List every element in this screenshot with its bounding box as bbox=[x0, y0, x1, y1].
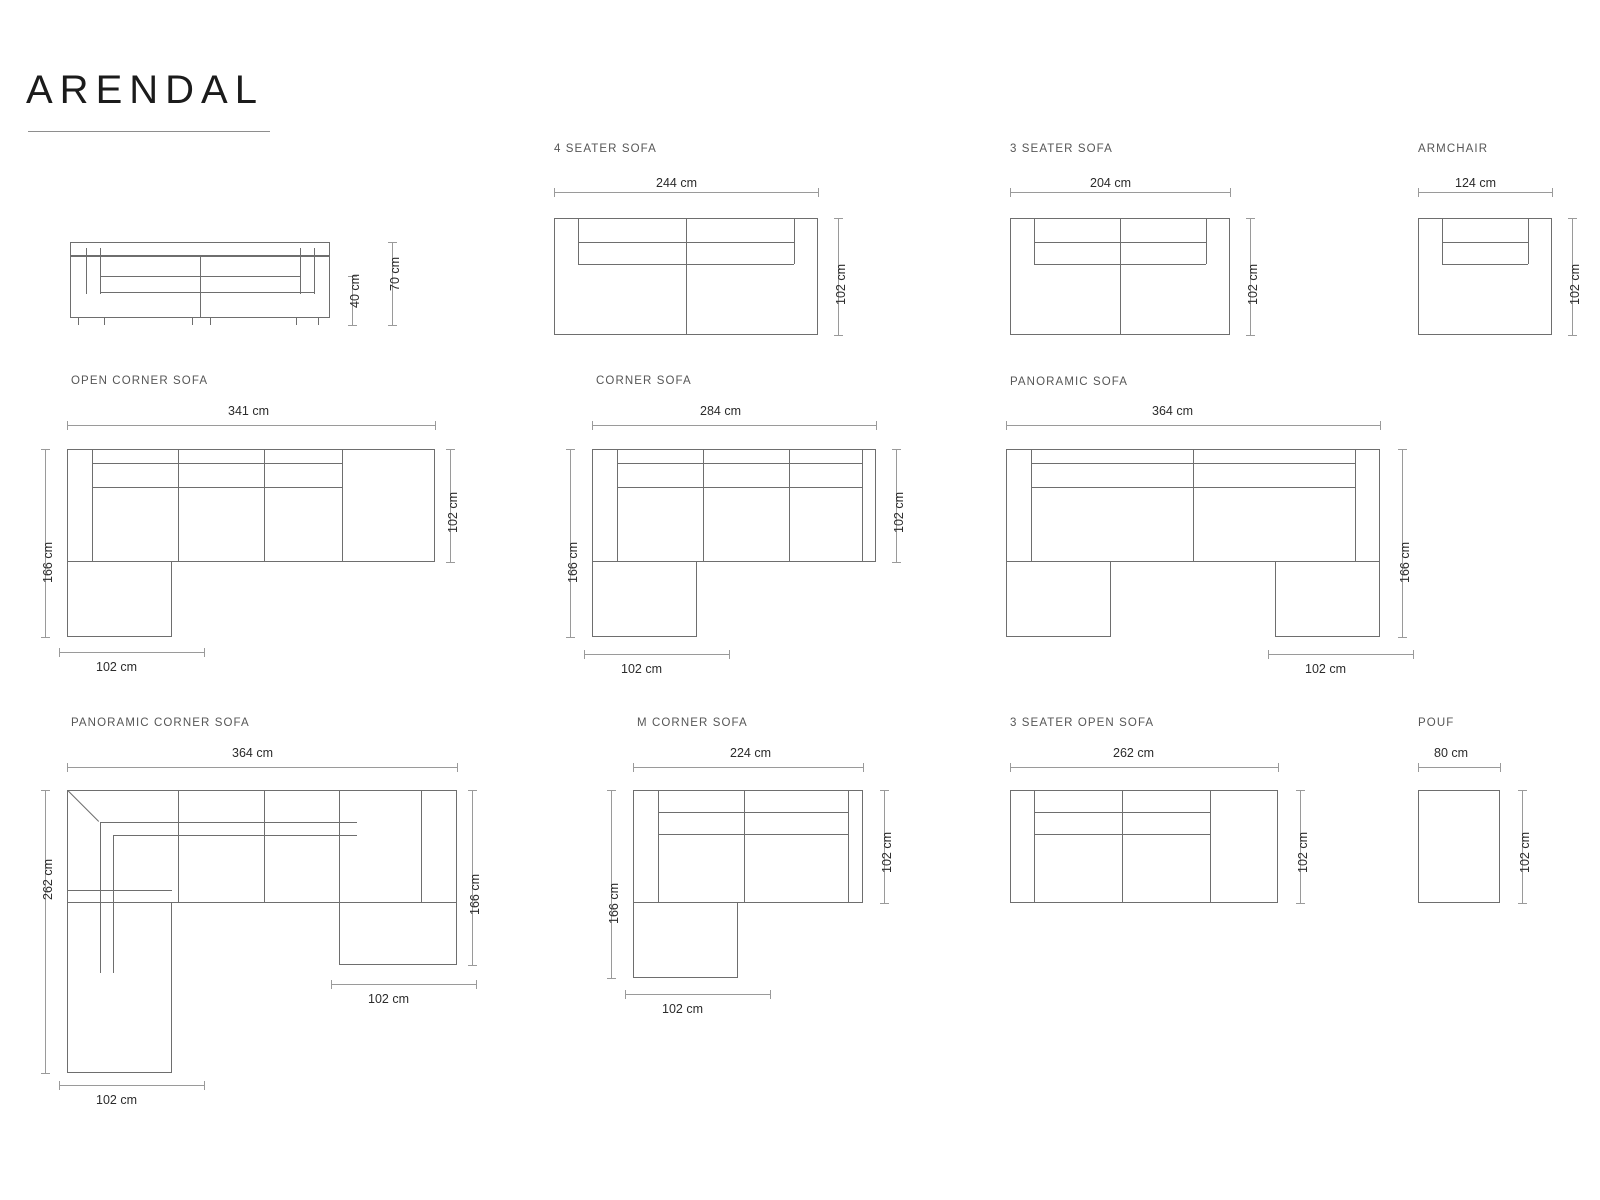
dimension-line bbox=[331, 984, 476, 985]
seat-seam bbox=[113, 835, 357, 836]
arm-seam bbox=[1355, 449, 1356, 562]
dimension-tick bbox=[876, 421, 877, 430]
dimension-depth-left: 262 cm bbox=[41, 859, 55, 900]
product-label: OPEN CORNER SOFA bbox=[71, 375, 209, 387]
dimension-tick bbox=[892, 449, 901, 450]
title-underline bbox=[28, 131, 270, 132]
dimension-depth: 102 cm bbox=[1568, 264, 1582, 305]
dimension-width: 204 cm bbox=[1090, 176, 1131, 190]
dimension-tick bbox=[67, 763, 68, 772]
arm-seam bbox=[1034, 790, 1035, 903]
product-label: ARMCHAIR bbox=[1418, 143, 1489, 155]
dimension-tick bbox=[1268, 650, 1269, 659]
dimension-width: 364 cm bbox=[1152, 404, 1193, 418]
side-view-leg bbox=[210, 318, 211, 325]
dimension-line bbox=[59, 652, 204, 653]
side-view-back-top bbox=[70, 242, 330, 256]
dimension-tick bbox=[1418, 188, 1419, 197]
dimension-tick bbox=[1418, 763, 1419, 772]
dimension-tick bbox=[388, 325, 397, 326]
plan-left-leg bbox=[67, 903, 172, 973]
arm-seam bbox=[578, 218, 579, 264]
dimension-chaise-width: 102 cm bbox=[96, 660, 137, 674]
arm-seam bbox=[658, 790, 659, 903]
dimension-tick bbox=[476, 980, 477, 989]
dimension-tick bbox=[1568, 335, 1577, 336]
dimension-tick bbox=[770, 990, 771, 999]
module-split bbox=[1120, 218, 1121, 335]
dimension-tick bbox=[41, 637, 50, 638]
side-view-leg bbox=[104, 318, 105, 325]
dimension-tick bbox=[59, 648, 60, 657]
dimension-tick bbox=[1518, 903, 1527, 904]
plan-outline bbox=[1010, 790, 1278, 903]
dimension-line bbox=[625, 994, 770, 995]
product-label: 3 SEATER OPEN SOFA bbox=[1010, 717, 1155, 729]
backrest-seam bbox=[1442, 242, 1528, 243]
dimension-depth: 102 cm bbox=[1246, 264, 1260, 305]
dimension-tick bbox=[59, 1081, 60, 1090]
dimension-tick bbox=[1006, 421, 1007, 430]
plan-left-chaise bbox=[67, 973, 172, 1073]
backrest-seam bbox=[92, 463, 342, 464]
left-module-split bbox=[67, 890, 172, 891]
plan-outline bbox=[67, 790, 457, 903]
dimension-line bbox=[59, 1085, 204, 1086]
dimension-tick bbox=[1398, 637, 1407, 638]
dimension-tick bbox=[607, 978, 616, 979]
dimension-depth-right: 166 cm bbox=[468, 874, 482, 915]
dimension-tick bbox=[204, 1081, 205, 1090]
dimension-depth-left: 166 cm bbox=[41, 542, 55, 583]
side-view-module-split bbox=[200, 256, 201, 318]
dimension-chaise-width-right: 102 cm bbox=[368, 992, 409, 1006]
dimension-width: 124 cm bbox=[1455, 176, 1496, 190]
side-view-leg bbox=[318, 318, 319, 325]
dimension-chaise-width: 102 cm bbox=[1305, 662, 1346, 676]
dimension-total-height: 70 cm bbox=[388, 256, 402, 291]
plan-chaise-right bbox=[1275, 562, 1380, 637]
module-split bbox=[686, 218, 687, 335]
dimension-tick bbox=[1246, 335, 1255, 336]
dimension-chaise-width: 102 cm bbox=[662, 1002, 703, 1016]
dimension-tick bbox=[446, 562, 455, 563]
dimension-tick bbox=[468, 965, 477, 966]
module-split bbox=[178, 449, 179, 562]
dimension-tick bbox=[834, 335, 843, 336]
plan-chaise bbox=[67, 562, 172, 637]
dimension-tick bbox=[1296, 903, 1305, 904]
dimension-depth-right: 102 cm bbox=[892, 492, 906, 533]
module-split bbox=[264, 790, 265, 903]
module-split bbox=[342, 449, 343, 562]
page-title: ARENDAL bbox=[26, 68, 264, 112]
dimension-depth: 102 cm bbox=[1518, 832, 1532, 873]
dimension-tick bbox=[607, 790, 616, 791]
product-label: POUF bbox=[1418, 717, 1455, 729]
product-label: 4 SEATER SOFA bbox=[554, 143, 657, 155]
dimension-tick bbox=[892, 562, 901, 563]
dimension-line bbox=[45, 790, 46, 1073]
dimension-tick bbox=[331, 980, 332, 989]
plan-outline bbox=[633, 790, 863, 903]
product-label: 3 SEATER SOFA bbox=[1010, 143, 1113, 155]
module-split bbox=[178, 790, 179, 903]
dimension-tick bbox=[566, 449, 575, 450]
dimension-tick bbox=[67, 421, 68, 430]
side-view-leg bbox=[192, 318, 193, 325]
backrest-seam bbox=[100, 822, 357, 823]
dimension-tick bbox=[834, 218, 843, 219]
module-split bbox=[1210, 790, 1211, 903]
dimension-depth-right: 102 cm bbox=[446, 492, 460, 533]
dimension-depth: 102 cm bbox=[1296, 832, 1310, 873]
plan-chaise bbox=[592, 562, 697, 637]
dimension-line bbox=[1006, 425, 1380, 426]
dimension-tick bbox=[1010, 188, 1011, 197]
side-view-seam bbox=[100, 248, 101, 294]
side-view-seam bbox=[86, 248, 87, 294]
dimension-line bbox=[554, 192, 818, 193]
dimension-tick bbox=[633, 763, 634, 772]
product-label: PANORAMIC CORNER SOFA bbox=[71, 717, 250, 729]
dimension-tick bbox=[468, 790, 477, 791]
plan-outline bbox=[67, 449, 435, 562]
side-view-seam bbox=[314, 248, 315, 294]
dimension-tick bbox=[204, 648, 205, 657]
dimension-tick bbox=[554, 188, 555, 197]
dimension-tick bbox=[1518, 790, 1527, 791]
dimension-tick bbox=[1398, 449, 1407, 450]
plan-chaise-left bbox=[1006, 562, 1111, 637]
dimension-line bbox=[67, 425, 435, 426]
dimension-width: 80 cm bbox=[1434, 746, 1469, 760]
dimension-line bbox=[1418, 767, 1500, 768]
arm-seam bbox=[1528, 218, 1529, 264]
dimension-tick bbox=[1246, 218, 1255, 219]
dimension-seat-height: 40 cm bbox=[348, 273, 362, 308]
arm-seam bbox=[1031, 449, 1032, 562]
arm-seam bbox=[794, 218, 795, 264]
dimension-depth-right: 102 cm bbox=[880, 832, 894, 873]
dimension-chaise-width: 102 cm bbox=[621, 662, 662, 676]
dimension-line bbox=[1010, 767, 1278, 768]
dimension-tick bbox=[566, 637, 575, 638]
left-inner-seam-2 bbox=[113, 835, 114, 973]
arm-seam bbox=[1034, 218, 1035, 264]
dimension-tick bbox=[41, 1073, 50, 1074]
product-label: PANORAMIC SOFA bbox=[1010, 376, 1129, 388]
seat-seam bbox=[617, 487, 862, 488]
arm-seam bbox=[1206, 218, 1207, 264]
backrest-seam bbox=[617, 463, 862, 464]
arm-seam bbox=[1442, 218, 1443, 264]
dimension-width: 224 cm bbox=[730, 746, 771, 760]
dimension-depth-left: 166 cm bbox=[607, 883, 621, 924]
dimension-chaise-width-bottom: 102 cm bbox=[96, 1093, 137, 1107]
backrest-seam bbox=[658, 812, 848, 813]
dimension-tick bbox=[818, 188, 819, 197]
dimension-tick bbox=[388, 242, 397, 243]
dimension-tick bbox=[348, 325, 357, 326]
arm-seam bbox=[421, 790, 422, 903]
dimension-tick bbox=[863, 763, 864, 772]
arm-seam bbox=[862, 449, 863, 562]
dimension-tick bbox=[1500, 763, 1501, 772]
arm-seam bbox=[848, 790, 849, 903]
plan-outline bbox=[1418, 218, 1552, 335]
dimension-tick bbox=[729, 650, 730, 659]
module-split bbox=[339, 790, 340, 903]
dimension-tick bbox=[41, 790, 50, 791]
dimension-tick bbox=[880, 903, 889, 904]
dimension-tick bbox=[625, 990, 626, 999]
side-view-seat-line bbox=[100, 292, 314, 293]
seat-seam bbox=[92, 487, 342, 488]
dimension-depth-left: 166 cm bbox=[566, 542, 580, 583]
dimension-tick bbox=[1568, 218, 1577, 219]
dimension-width: 284 cm bbox=[700, 404, 741, 418]
dimension-width: 262 cm bbox=[1113, 746, 1154, 760]
dimension-tick bbox=[41, 449, 50, 450]
side-view-leg bbox=[296, 318, 297, 325]
dimension-tick bbox=[457, 763, 458, 772]
module-split bbox=[1122, 790, 1123, 903]
plan-chaise bbox=[633, 903, 738, 978]
module-split bbox=[264, 449, 265, 562]
product-label: M CORNER SOFA bbox=[637, 717, 748, 729]
dimension-tick bbox=[1230, 188, 1231, 197]
dimension-width: 364 cm bbox=[232, 746, 273, 760]
seat-seam bbox=[1442, 264, 1528, 265]
side-view-seam bbox=[300, 248, 301, 294]
dimension-line bbox=[67, 767, 457, 768]
module-split bbox=[744, 790, 745, 903]
dimension-tick bbox=[1552, 188, 1553, 197]
dimension-tick bbox=[1296, 790, 1305, 791]
arm-seam bbox=[617, 449, 618, 562]
side-view-leg bbox=[78, 318, 79, 325]
module-split bbox=[703, 449, 704, 562]
plan-outline bbox=[1418, 790, 1500, 903]
dimension-line bbox=[1010, 192, 1230, 193]
plan-outline bbox=[592, 449, 876, 562]
dimension-line bbox=[1268, 654, 1413, 655]
dimension-tick bbox=[1413, 650, 1414, 659]
dimension-line bbox=[633, 767, 863, 768]
dimension-width: 341 cm bbox=[228, 404, 269, 418]
dimension-line bbox=[1418, 192, 1552, 193]
dimension-line bbox=[584, 654, 729, 655]
dimension-width: 244 cm bbox=[656, 176, 697, 190]
dimension-depth: 102 cm bbox=[834, 264, 848, 305]
product-label: CORNER SOFA bbox=[596, 375, 692, 387]
dimension-tick bbox=[584, 650, 585, 659]
dimension-tick bbox=[592, 421, 593, 430]
left-inner-seam bbox=[100, 822, 101, 973]
arm-seam bbox=[92, 449, 93, 562]
dimension-line bbox=[592, 425, 876, 426]
module-split bbox=[1193, 449, 1194, 562]
plan-right-chaise bbox=[339, 903, 457, 965]
seat-seam bbox=[658, 834, 848, 835]
dimension-tick bbox=[1278, 763, 1279, 772]
dimension-tick bbox=[435, 421, 436, 430]
dimension-depth-right: 166 cm bbox=[1398, 542, 1412, 583]
module-split bbox=[789, 449, 790, 562]
dimension-tick bbox=[880, 790, 889, 791]
dimension-tick bbox=[1010, 763, 1011, 772]
dimension-tick bbox=[1380, 421, 1381, 430]
dimension-tick bbox=[446, 449, 455, 450]
